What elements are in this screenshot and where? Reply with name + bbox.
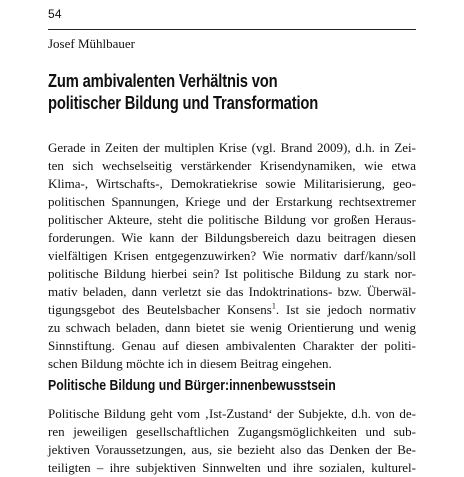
page-number: 54: [48, 7, 62, 21]
chapter-title-line-1: Zum ambivalenten Verhältnis von: [48, 71, 278, 91]
text-line: teiligten – ihre subjektiven Sinnwelten und ihre sozialen, kulturel-: [48, 460, 416, 475]
text-line: Gerade in Zeiten der multiplen Krise (vgl. Brand 2009), d.h. in Zei-: [48, 140, 416, 155]
text-line: politischer Akteure, steht die politische Bildung vor großen Heraus-: [48, 212, 416, 227]
text-line: ren jeweiligen gesellschaftlichen Zugangsmöglichkeiten und sub-: [48, 424, 416, 439]
text-line: mativ beladen, dann verletzt sie das Indoktrinations- bzw. Überwäl-: [48, 284, 416, 299]
footnote-marker[interactable]: 1: [271, 301, 276, 311]
chapter-title: [48, 70, 351, 114]
text-line: ten sich wechselseitig verstärkender Krisendynamiken, wie etwa: [48, 158, 416, 173]
chapter-title-line-2: politischer Bildung und Transformation: [48, 93, 319, 113]
text-line: Klima-, Wirtschafts-, Demokratiekrise sowie Militarisierung, geo-: [48, 176, 416, 191]
text-line: Politische Bildung geht vom ‚Ist-Zustand‘ der Subjekte, d.h. von de-: [48, 406, 416, 421]
header-rule: [48, 29, 416, 30]
section-heading: Politische Bildung und Bürger:innenbewusstsein: [48, 377, 336, 394]
text-line: vielfältigen Krisen entgegenzuwirken? Wie normativ darf/kann/soll: [48, 248, 416, 263]
text-line: Sinnstiftung. Genau auf diesen ambivalenten Charakter der politi-: [48, 338, 416, 353]
text-line: politischen Spannungen, Kriege und der Erstarkung rechtsextremer: [48, 194, 416, 209]
text-fragment: . Ist sie jedoch normativ: [275, 302, 416, 317]
text-line: jektiven Voraussetzungen, aus, sie bezieht also das Denken der Be-: [48, 442, 416, 457]
text-line: forderungen. Wie kann der Bildungsbereich dazu beitragen diesen: [48, 230, 416, 245]
text-line: zu schwach beladen, dann bietet sie wenig Orientierung und wenig: [48, 320, 416, 335]
running-header-author: Josef Mühlbauer: [48, 36, 136, 51]
text-line: schen Bildung möchte ich in diesem Beitrag eingehen.: [48, 356, 332, 371]
text-line: politische Bildung hierbei sein? Ist politische Bildung zu stark nor-: [48, 266, 416, 281]
text-fragment: tigungsgebot des Beutelsbacher Konsens: [48, 302, 272, 317]
text-line-with-footnote: [48, 301, 416, 319]
body-paragraph-2: [48, 405, 416, 477]
body-paragraph-1: [48, 139, 416, 373]
